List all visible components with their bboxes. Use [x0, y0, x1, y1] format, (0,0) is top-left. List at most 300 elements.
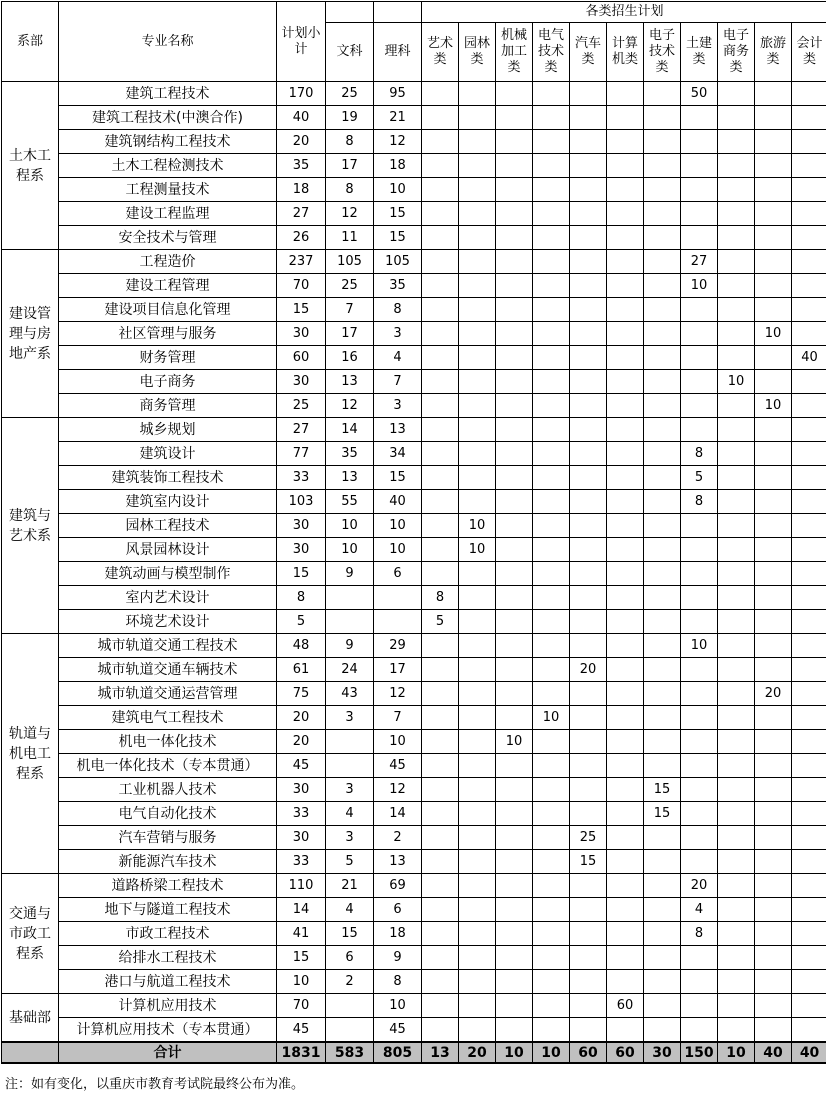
category-cell — [792, 682, 826, 706]
category-cell — [792, 274, 826, 298]
science-cell: 10 — [374, 730, 422, 754]
category-cell — [570, 946, 607, 970]
category-cell — [755, 970, 792, 994]
category-cell — [681, 970, 718, 994]
major-name-cell: 室内艺术设计 — [59, 586, 277, 610]
category-cell — [459, 322, 496, 346]
category-cell — [496, 946, 533, 970]
category-cell — [570, 298, 607, 322]
category-cell — [422, 466, 459, 490]
category-cell — [792, 1018, 826, 1043]
science-cell: 12 — [374, 130, 422, 154]
science-cell: 18 — [374, 922, 422, 946]
table-row — [2, 370, 826, 394]
science-cell: 17 — [374, 658, 422, 682]
category-cell — [533, 154, 570, 178]
category-cell — [496, 394, 533, 418]
category-cell — [533, 250, 570, 274]
table-row — [2, 658, 826, 682]
category-cell — [533, 346, 570, 370]
category-cell — [755, 850, 792, 874]
header-category: 机械加工类 — [496, 23, 533, 82]
category-cell — [755, 154, 792, 178]
category-cell: 10 — [496, 730, 533, 754]
category-cell — [533, 802, 570, 826]
major-name-cell: 港口与航道工程技术 — [59, 970, 277, 994]
category-cell — [718, 706, 755, 730]
category-cell — [644, 202, 681, 226]
category-cell — [570, 130, 607, 154]
category-cell — [533, 634, 570, 658]
category-cell — [422, 658, 459, 682]
category-cell — [792, 826, 826, 850]
liberal-arts-cell: 17 — [326, 322, 374, 346]
science-cell: 3 — [374, 394, 422, 418]
category-cell — [644, 346, 681, 370]
category-cell — [496, 634, 533, 658]
category-cell — [792, 850, 826, 874]
category-cell — [533, 826, 570, 850]
category-cell — [792, 226, 826, 250]
category-cell: 10 — [459, 538, 496, 562]
category-cell — [607, 826, 644, 850]
category-cell — [533, 562, 570, 586]
category-cell — [570, 754, 607, 778]
totals-category: 10 — [533, 1042, 570, 1063]
category-cell — [792, 970, 826, 994]
table-row — [2, 802, 826, 826]
category-cell — [533, 1018, 570, 1043]
category-cell — [496, 658, 533, 682]
category-cell — [607, 538, 644, 562]
category-cell — [755, 634, 792, 658]
category-cell — [570, 82, 607, 106]
major-name-cell: 计算机应用技术 — [59, 994, 277, 1018]
science-cell: 45 — [374, 754, 422, 778]
category-cell — [718, 82, 755, 106]
category-cell — [496, 130, 533, 154]
category-cell — [422, 418, 459, 442]
category-cell — [607, 946, 644, 970]
category-cell — [496, 586, 533, 610]
category-cell — [422, 826, 459, 850]
table-row — [2, 562, 826, 586]
category-cell — [718, 130, 755, 154]
category-cell — [607, 106, 644, 130]
table-row — [2, 754, 826, 778]
category-cell: 25 — [570, 826, 607, 850]
category-cell — [570, 922, 607, 946]
category-cell — [459, 202, 496, 226]
category-cell — [459, 754, 496, 778]
science-cell: 10 — [374, 178, 422, 202]
category-cell — [644, 154, 681, 178]
category-cell — [718, 274, 755, 298]
category-cell — [570, 706, 607, 730]
category-cell: 60 — [607, 994, 644, 1018]
category-cell — [718, 826, 755, 850]
category-cell — [792, 730, 826, 754]
science-cell: 8 — [374, 298, 422, 322]
totals-category: 10 — [496, 1042, 533, 1063]
category-cell — [607, 394, 644, 418]
category-cell — [718, 418, 755, 442]
science-cell: 10 — [374, 514, 422, 538]
major-name-cell: 汽车营销与服务 — [59, 826, 277, 850]
category-cell: 40 — [792, 346, 826, 370]
plan-total-cell: 33 — [277, 802, 326, 826]
category-cell — [533, 658, 570, 682]
category-cell — [792, 994, 826, 1018]
category-cell: 15 — [644, 778, 681, 802]
category-cell — [792, 922, 826, 946]
category-cell — [755, 658, 792, 682]
category-cell — [644, 922, 681, 946]
dept-cell: 土木工程系 — [2, 82, 59, 250]
category-cell — [644, 946, 681, 970]
category-cell — [644, 682, 681, 706]
science-cell: 95 — [374, 82, 422, 106]
category-cell — [755, 418, 792, 442]
major-name-cell: 建筑室内设计 — [59, 490, 277, 514]
table-row — [2, 514, 826, 538]
category-cell — [792, 802, 826, 826]
category-cell — [570, 802, 607, 826]
science-cell: 40 — [374, 490, 422, 514]
category-cell: 10 — [718, 370, 755, 394]
liberal-arts-cell: 4 — [326, 802, 374, 826]
plan-total-cell: 70 — [277, 994, 326, 1018]
category-cell — [422, 490, 459, 514]
category-cell — [755, 826, 792, 850]
science-cell: 13 — [374, 418, 422, 442]
header-category: 旅游类 — [755, 23, 792, 82]
plan-total-cell: 45 — [277, 1018, 326, 1043]
table-row — [2, 490, 826, 514]
category-cell — [570, 1018, 607, 1043]
category-cell — [570, 634, 607, 658]
category-cell — [755, 946, 792, 970]
category-cell — [755, 802, 792, 826]
table-row — [2, 586, 826, 610]
category-cell — [644, 1018, 681, 1043]
category-cell — [459, 994, 496, 1018]
category-cell — [792, 778, 826, 802]
plan-total-cell: 8 — [277, 586, 326, 610]
category-cell — [644, 274, 681, 298]
category-cell — [792, 874, 826, 898]
major-name-cell: 建设工程管理 — [59, 274, 277, 298]
header-category: 土建类 — [681, 23, 718, 82]
category-cell — [718, 682, 755, 706]
science-cell: 35 — [374, 274, 422, 298]
category-cell — [755, 874, 792, 898]
category-cell — [718, 658, 755, 682]
category-cell — [570, 994, 607, 1018]
category-cell — [644, 178, 681, 202]
category-cell: 10 — [681, 274, 718, 298]
category-cell — [533, 610, 570, 634]
category-cell — [607, 706, 644, 730]
category-cell — [755, 466, 792, 490]
category-cell — [718, 754, 755, 778]
category-cell — [570, 418, 607, 442]
category-cell — [459, 418, 496, 442]
category-cell — [681, 682, 718, 706]
category-cell — [755, 994, 792, 1018]
category-cell — [681, 562, 718, 586]
category-cell — [496, 178, 533, 202]
category-cell — [459, 250, 496, 274]
totals-science: 805 — [374, 1042, 422, 1063]
category-cell — [533, 922, 570, 946]
category-cell — [607, 970, 644, 994]
category-cell — [718, 850, 755, 874]
category-cell — [681, 226, 718, 250]
category-cell — [459, 970, 496, 994]
category-cell — [607, 226, 644, 250]
category-cell — [422, 514, 459, 538]
category-cell: 8 — [681, 922, 718, 946]
category-cell — [570, 778, 607, 802]
category-cell — [718, 874, 755, 898]
major-name-cell: 商务管理 — [59, 394, 277, 418]
category-cell — [496, 850, 533, 874]
category-cell — [755, 130, 792, 154]
table-row — [2, 346, 826, 370]
plan-total-cell: 15 — [277, 562, 326, 586]
category-cell — [570, 874, 607, 898]
category-cell — [718, 178, 755, 202]
liberal-arts-cell: 13 — [326, 466, 374, 490]
category-cell — [755, 898, 792, 922]
category-cell — [570, 346, 607, 370]
category-cell — [644, 226, 681, 250]
category-cell — [607, 370, 644, 394]
category-cell: 10 — [533, 706, 570, 730]
category-cell: 20 — [570, 658, 607, 682]
category-cell — [459, 370, 496, 394]
category-cell: 10 — [681, 634, 718, 658]
plan-total-cell: 20 — [277, 730, 326, 754]
header-major: 专业名称 — [59, 2, 277, 82]
liberal-arts-cell: 9 — [326, 562, 374, 586]
category-cell — [570, 466, 607, 490]
category-cell — [422, 850, 459, 874]
category-cell — [607, 850, 644, 874]
plan-total-cell: 15 — [277, 946, 326, 970]
category-cell: 10 — [755, 394, 792, 418]
science-cell: 29 — [374, 634, 422, 658]
header-dept: 系部 — [2, 2, 59, 82]
table-row — [2, 946, 826, 970]
table-row — [2, 154, 826, 178]
category-cell — [496, 322, 533, 346]
category-cell — [459, 826, 496, 850]
science-cell: 12 — [374, 778, 422, 802]
major-name-cell: 财务管理 — [59, 346, 277, 370]
liberal-arts-cell: 15 — [326, 922, 374, 946]
category-cell — [644, 826, 681, 850]
category-cell — [644, 706, 681, 730]
table-row — [2, 298, 826, 322]
table-row — [2, 730, 826, 754]
science-cell — [374, 586, 422, 610]
category-cell — [496, 802, 533, 826]
category-cell — [718, 106, 755, 130]
category-cell — [459, 466, 496, 490]
category-cell — [533, 418, 570, 442]
category-cell — [607, 1018, 644, 1043]
category-cell — [681, 658, 718, 682]
science-cell — [374, 610, 422, 634]
category-cell — [792, 130, 826, 154]
category-cell — [718, 490, 755, 514]
category-cell — [644, 322, 681, 346]
category-cell — [422, 82, 459, 106]
major-name-cell: 环境艺术设计 — [59, 610, 277, 634]
table-row — [2, 706, 826, 730]
major-name-cell: 道路桥梁工程技术 — [59, 874, 277, 898]
category-cell: 10 — [755, 322, 792, 346]
category-cell — [570, 610, 607, 634]
table-row — [2, 1018, 826, 1043]
category-cell — [533, 82, 570, 106]
plan-total-cell: 60 — [277, 346, 326, 370]
category-cell — [496, 970, 533, 994]
header-plan-total: 计划小计 — [277, 2, 326, 82]
category-cell — [459, 178, 496, 202]
liberal-arts-cell: 9 — [326, 634, 374, 658]
major-name-cell: 工程测量技术 — [59, 178, 277, 202]
major-name-cell: 电气自动化技术 — [59, 802, 277, 826]
category-cell — [422, 730, 459, 754]
category-cell — [681, 946, 718, 970]
category-cell — [533, 682, 570, 706]
category-cell — [681, 754, 718, 778]
category-cell — [644, 970, 681, 994]
plan-total-cell: 103 — [277, 490, 326, 514]
category-cell — [607, 178, 644, 202]
category-cell — [533, 514, 570, 538]
category-cell — [459, 922, 496, 946]
plan-total-cell: 48 — [277, 634, 326, 658]
category-cell — [607, 610, 644, 634]
science-cell: 7 — [374, 370, 422, 394]
category-cell — [755, 754, 792, 778]
category-cell — [533, 994, 570, 1018]
major-name-cell: 工业机器人技术 — [59, 778, 277, 802]
category-cell — [644, 730, 681, 754]
category-cell — [496, 370, 533, 394]
category-cell — [496, 538, 533, 562]
major-name-cell: 新能源汽车技术 — [59, 850, 277, 874]
category-cell — [792, 250, 826, 274]
category-cell — [570, 178, 607, 202]
category-cell — [681, 130, 718, 154]
science-cell: 10 — [374, 994, 422, 1018]
category-cell — [422, 802, 459, 826]
category-cell — [718, 634, 755, 658]
major-name-cell: 建筑钢结构工程技术 — [59, 130, 277, 154]
category-cell — [496, 1018, 533, 1043]
liberal-arts-cell: 17 — [326, 154, 374, 178]
science-cell: 6 — [374, 562, 422, 586]
category-cell — [422, 778, 459, 802]
plan-total-cell: 237 — [277, 250, 326, 274]
category-cell — [644, 370, 681, 394]
liberal-arts-cell: 3 — [326, 706, 374, 730]
category-cell — [459, 298, 496, 322]
category-cell — [496, 466, 533, 490]
liberal-arts-cell: 43 — [326, 682, 374, 706]
category-cell — [681, 994, 718, 1018]
category-cell — [496, 298, 533, 322]
science-cell: 2 — [374, 826, 422, 850]
category-cell — [681, 106, 718, 130]
category-cell — [422, 322, 459, 346]
table-row — [2, 466, 826, 490]
header-blank — [326, 2, 374, 23]
plan-total-cell: 45 — [277, 754, 326, 778]
major-name-cell: 给排水工程技术 — [59, 946, 277, 970]
category-cell — [570, 898, 607, 922]
category-cell — [607, 898, 644, 922]
totals-category: 60 — [570, 1042, 607, 1063]
dept-cell: 建筑与艺术系 — [2, 418, 59, 634]
category-cell — [459, 874, 496, 898]
category-cell — [607, 418, 644, 442]
category-cell: 8 — [422, 586, 459, 610]
major-name-cell: 安全技术与管理 — [59, 226, 277, 250]
category-cell — [792, 514, 826, 538]
category-cell — [681, 178, 718, 202]
category-cell — [422, 298, 459, 322]
table-row — [2, 898, 826, 922]
category-cell — [422, 538, 459, 562]
major-name-cell: 土木工程检测技术 — [59, 154, 277, 178]
category-cell — [755, 298, 792, 322]
science-cell: 34 — [374, 442, 422, 466]
table-row — [2, 970, 826, 994]
category-cell — [570, 250, 607, 274]
liberal-arts-cell: 8 — [326, 178, 374, 202]
category-cell — [422, 874, 459, 898]
category-cell — [533, 874, 570, 898]
category-cell — [533, 322, 570, 346]
category-cell — [755, 202, 792, 226]
category-cell — [422, 178, 459, 202]
category-cell — [607, 562, 644, 586]
plan-total-cell: 30 — [277, 322, 326, 346]
category-cell — [533, 970, 570, 994]
category-cell — [681, 202, 718, 226]
category-cell — [570, 730, 607, 754]
category-cell — [496, 682, 533, 706]
category-cell: 4 — [681, 898, 718, 922]
category-cell — [533, 850, 570, 874]
category-cell — [681, 706, 718, 730]
table-row — [2, 442, 826, 466]
science-cell: 15 — [374, 202, 422, 226]
table-row — [2, 778, 826, 802]
category-cell — [422, 274, 459, 298]
category-cell — [496, 514, 533, 538]
category-cell — [718, 394, 755, 418]
category-cell — [459, 154, 496, 178]
major-name-cell: 地下与隧道工程技术 — [59, 898, 277, 922]
category-cell — [607, 466, 644, 490]
